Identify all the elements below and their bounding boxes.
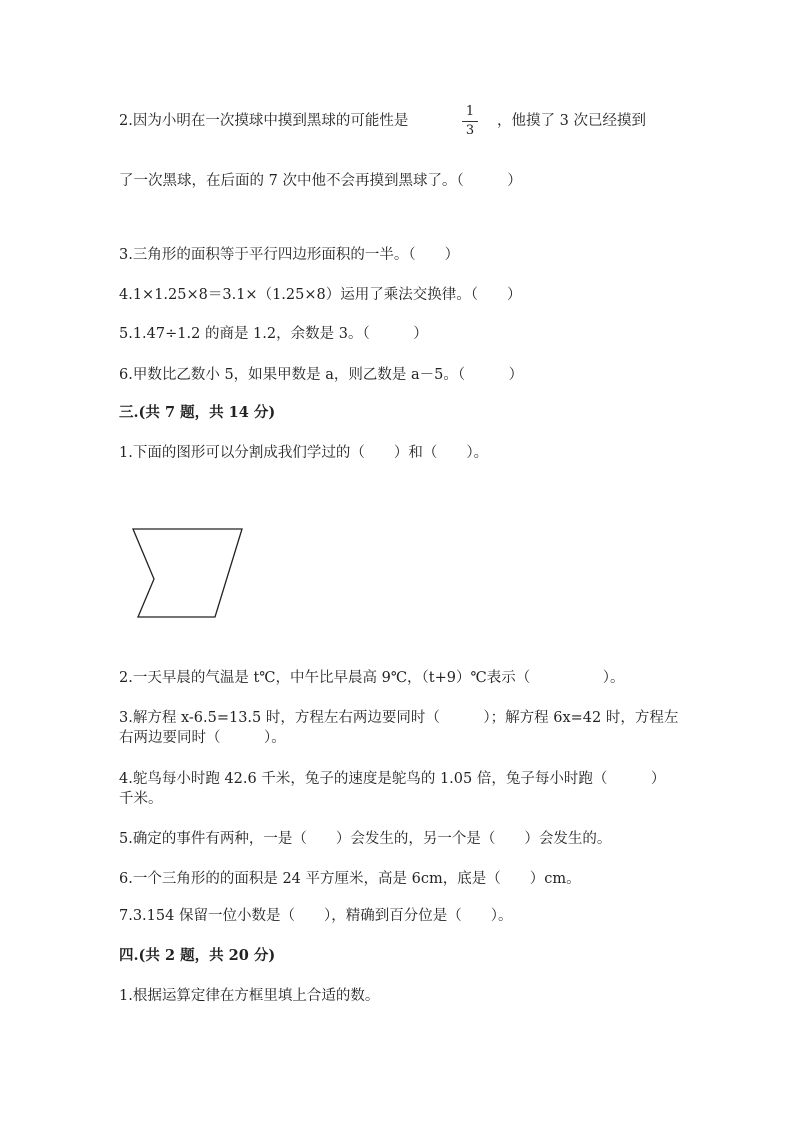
fraction-numerator: 1: [465, 104, 475, 119]
section-3-question-5: 5.确定的事件有两种，一是（ ）会发生的，另一个是（ ）会发生的。: [119, 831, 612, 847]
question-2-part2: ，他摸了 3 次已经摸到: [497, 113, 646, 129]
section-3-question-6: 6.一个三角形的的面积是 24 平方厘米，高是 6cm，底是（ ）cm。: [119, 871, 581, 887]
question-3: 3.三角形的面积等于平行四边形面积的一半。（ ）: [119, 247, 460, 263]
fraction-denominator: 3: [465, 123, 475, 138]
section-4-heading: 四.(共 2 题，共 20 分): [119, 947, 276, 964]
composite-shape-outline: [133, 529, 242, 617]
question-6: 6.甲数比乙数小 5，如果甲数是 a，则乙数是 a－5。（ ）: [119, 367, 524, 383]
fraction: [462, 104, 478, 139]
fraction-bar: [462, 121, 478, 122]
question-2-part1: 2.因为小明在一次摸球中摸到黑球的可能性是: [119, 113, 409, 129]
section-3-question-2: 2.一天早晨的气温是 t℃，中午比早晨高 9℃，（t+9）℃表示（ ）。: [119, 670, 625, 686]
question-2-part3: 了一次黑球，在后面的 7 次中他不会再摸到黑球了。（ ）: [119, 173, 522, 189]
section-3-heading: 三.(共 7 题，共 14 分): [119, 404, 276, 421]
section-3-question-4: 4.鸵鸟每小时跑 42.6 千米，兔子的速度是鸵鸟的 1.05 倍，兔子每小时跑（ ）千米。: [119, 771, 666, 807]
composite-shape-figure: [128, 524, 248, 624]
question-5: 5.1.47÷1.2 的商是 1.2，余数是 3。（ ）: [119, 326, 428, 342]
section-3-question-7: 7.3.154 保留一位小数是（ ），精确到百分位是（ ）。: [119, 908, 513, 924]
section-4-question-1: 1.根据运算定律在方框里填上合适的数。: [119, 988, 380, 1004]
section-3-question-1: 1.下面的图形可以分割成我们学过的（ ）和（ ）。: [119, 445, 489, 461]
section-3-question-3: 3.解方程 x-6.5=13.5 时，方程左右两边要同时（ ）；解方程 6x=42 时，方程左右两边要同时（ ）。: [119, 710, 679, 746]
question-4: 4.1×1.25×8＝3.1×（1.25×8）运用了乘法交换律。（ ）: [119, 287, 522, 303]
